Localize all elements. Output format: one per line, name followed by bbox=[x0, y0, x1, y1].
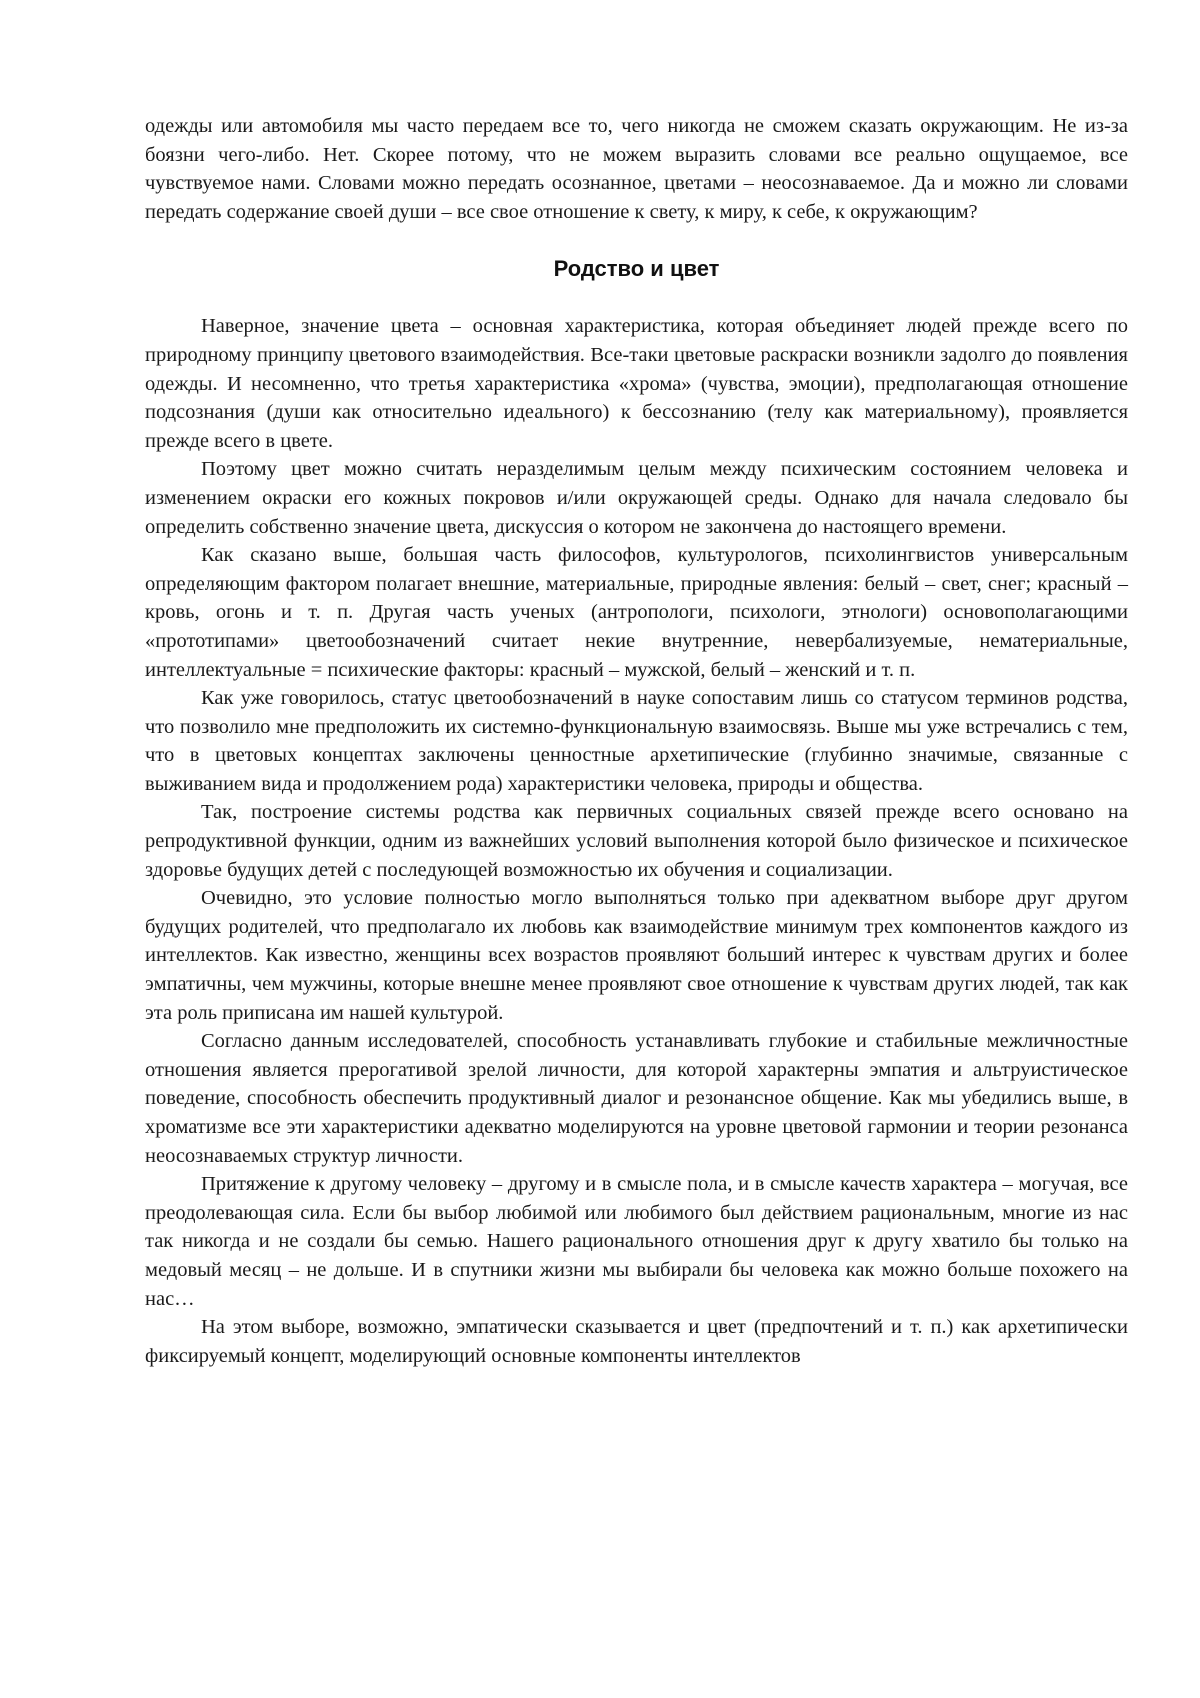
body-paragraph: Притяжение к другому человеку – другому и в смысле пола, и в смысле качеств характера – могучая, все преодолевающая сила. Если бы выбор любимой или любимого был действием рациональным, многие из нас так никогда и не создали бы семью. Нашего рационального отношения друг к другу хватило бы только на медовый месяц – не дольше. И в спутники жизни мы выбирали бы человека как можно больше похожего на нас… bbox=[145, 1173, 1128, 1310]
body-paragraph: Поэтому цвет можно считать неразделимым целым между психическим состоянием человека и изменением окраски его кожных покровов и/или окружающей среды. Однако для начала следовало бы определить собственно значение цвета, дискуссия о котором не закончена до настоящего времени. bbox=[145, 458, 1128, 538]
body-paragraph: Очевидно, это условие полностью могло выполняться только при адекватном выборе друг другом будущих родителей, что предполагало их любовь как взаимодействие минимум трех компонентов каждого из интеллектов. Как известно, женщины всех возрастов проявляют больший интерес к чувствам других и более эмпатичны, чем мужчины, которые внешне менее проявляют свое отношение к чувствам других людей, так как эта роль приписана им нашей культурой. bbox=[145, 887, 1128, 1024]
body-paragraph: Согласно данным исследователей, способность устанавливать глубокие и стабильные межличностные отношения является прерогативой зрелой личности, для которой характерны эмпатия и альтруистическое поведение, способность обеспечить продуктивный диалог и резонансное общение. Как мы убедились выше, в хроматизме все эти характеристики адекватно моделируются на уровне цветовой гармонии и теории резонанса неосознаваемых структур личности. bbox=[145, 1030, 1128, 1167]
body-paragraph: Как сказано выше, большая часть философов, культурологов, психолингвистов универсальным определяющим фактором полагает внешние, материальные, природные явления: белый – свет, снег; красный – кровь, огонь и т. п. Другая часть ученых (антропологи, психологи, этнологи) основополагающими «прототипами» цветообозначений считает некие внутренние, невербализуемые, нематериальные, интеллектуальные = психические факторы: красный – мужской, белый – женский и т. п. bbox=[145, 544, 1128, 681]
intro-paragraph: одежды или автомобиля мы часто передаем все то, чего никогда не сможем сказать окружающим. Не из-за боязни чего-либо. Нет. Скорее потому, что не можем выразить словами все реально ощущаемое, все чувствуемое нами. Словами можно передать осознанное, цветами – неосознаваемое. Да и можно ли словами передать содержание своей души – все свое отношение к свету, к миру, к себе, к окружающим? bbox=[145, 115, 1128, 223]
body-paragraph: Так, построение системы родства как первичных социальных связей прежде всего основано на репродуктивной функции, одним из важнейших условий выполнения которой было физическое и психическое здоровье будущих детей с последующей возможностью их обучения и социализации. bbox=[145, 801, 1128, 881]
body-paragraph: Наверное, значение цвета – основная характеристика, которая объединяет людей прежде всего по природному принципу цветового взаимодействия. Все-таки цветовые раскраски возникли задолго до появления одежды. И несомненно, что третья характеристика «хрома» (чувства, эмоции), предполагающая отношение подсознания (души как относительно идеального) к бессознанию (телу как материальному), проявляется прежде всего в цвете. bbox=[145, 315, 1128, 452]
body-paragraph: Как уже говорилось, статус цветообозначений в науке сопоставим лишь со статусом терминов родства, что позволило мне предположить их системно-функциональную взаимосвязь. Выше мы уже встречались с тем, что в цветовых концептах заключены ценностные архетипические (глубинно значимые, связанные с выживанием вида и продолжением рода) характеристики человека, природы и общества. bbox=[145, 687, 1128, 795]
body-paragraph: На этом выборе, возможно, эмпатически сказывается и цвет (предпочтений и т. п.) как архетипически фиксируемый концепт, моделирующий основные компоненты интеллектов bbox=[145, 1316, 1128, 1367]
section-heading: Родство и цвет bbox=[553, 256, 720, 282]
document-page bbox=[145, 112, 1128, 1370]
